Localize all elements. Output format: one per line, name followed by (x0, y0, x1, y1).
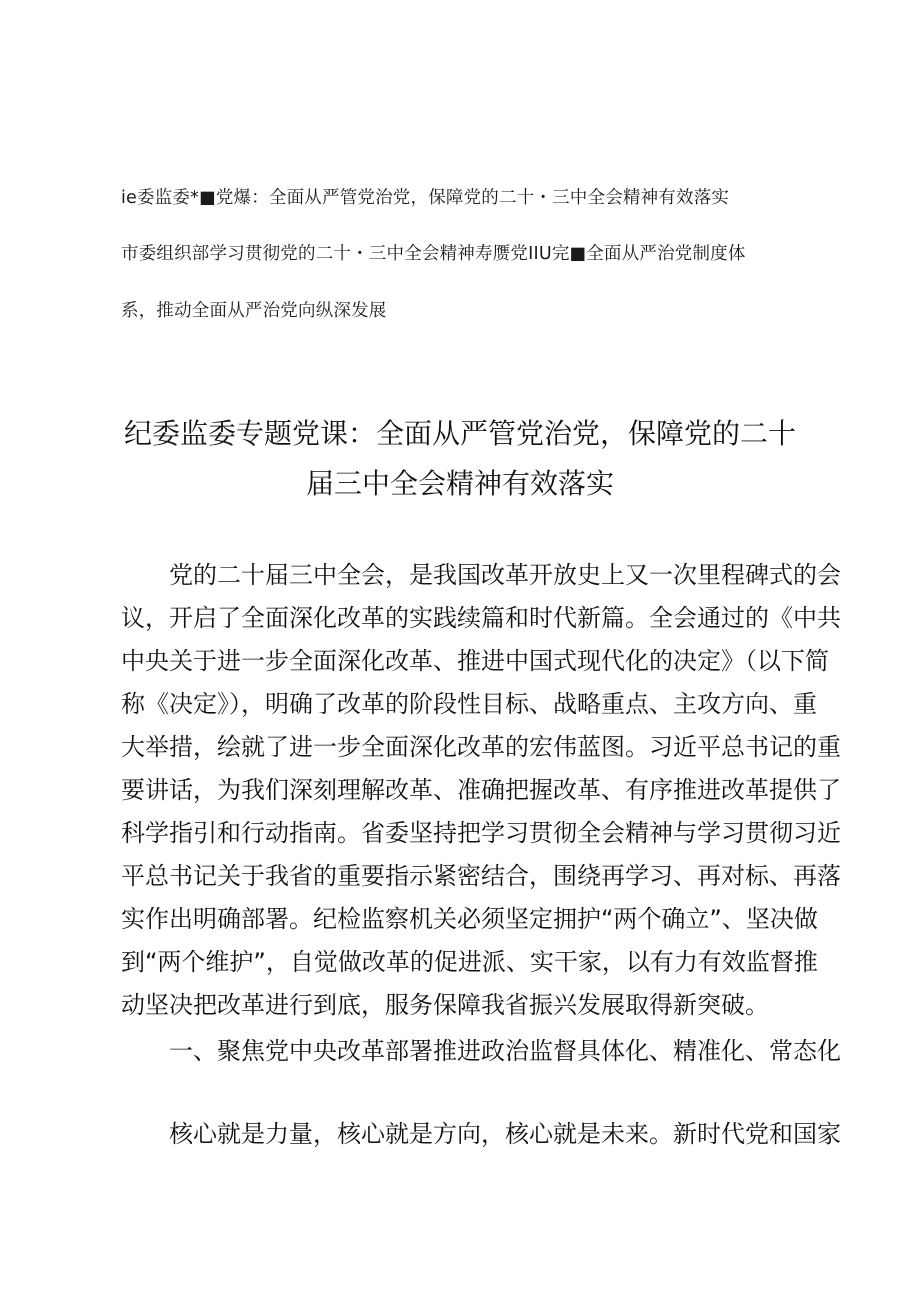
paragraph-line: 动坚决把改革进行到底，服务保障我省振兴发展取得新突破。 (121, 991, 769, 1019)
paragraph-line: 实作出明确部署。纪检监察机关必须坚定拥护“两个确立”、坚决做 (121, 905, 818, 933)
paragraph-line: 科学指引和行动指南。省委坚持把学习贯彻全会精神与学习贯彻习近 (121, 819, 841, 847)
paragraph-line: 大举措，绘就了进一步全面深化改革的宏伟蓝图。习近平总书记的重 (121, 733, 841, 761)
header-line-1: ie委监委*■党爆：全面从严管党治党，保障党的二十・三中全会精神有效落实 (121, 188, 730, 208)
section-heading: 一、聚焦党中央改革部署推进政治监督具体化、精准化、常态化 (169, 1037, 841, 1065)
paragraph-line: 到“两个维护”，自觉做改革的促进派、实干家，以有力有效监督推 (121, 948, 818, 976)
header-line-3: 系，推动全面从严治党向纵深发展 (121, 301, 387, 321)
paragraph-line: 核心就是力量，核心就是方向，核心就是未来。新时代党和国家 (169, 1120, 841, 1148)
paragraph-line: 要讲话，为我们深刻理解改革、准确把握改革、有序推进改革提供了 (121, 776, 841, 804)
paragraph-line: 议，开启了全面深化改革的实践续篇和时代新篇。全会通过的《中共 (121, 604, 841, 632)
document-title-line-1: 纪委监委专题党课：全面从严管党治党，保障党的二十 (123, 417, 796, 450)
header-line-2: 市委组织部学习贯彻党的二十・三中全会精神寿赝党IIU完■全面从严治党制度体 (121, 244, 746, 264)
paragraph-line: 平总书记关于我省的重要指示紧密结合，围绕再学习、再对标、再落 (121, 862, 841, 890)
paragraph-line: 党的二十届三中全会，是我国改革开放史上又一次里程碑式的会 (169, 561, 841, 589)
paragraph-line: 称《决定》），明确了改革的阶段性目标、战略重点、主攻方向、重 (121, 690, 817, 718)
document-title-line-2: 届三中全会精神有效落实 (305, 467, 614, 500)
paragraph-line: 中央关于进一步全面深化改革、推进中国式现代化的决定》（以下简 (121, 647, 829, 675)
